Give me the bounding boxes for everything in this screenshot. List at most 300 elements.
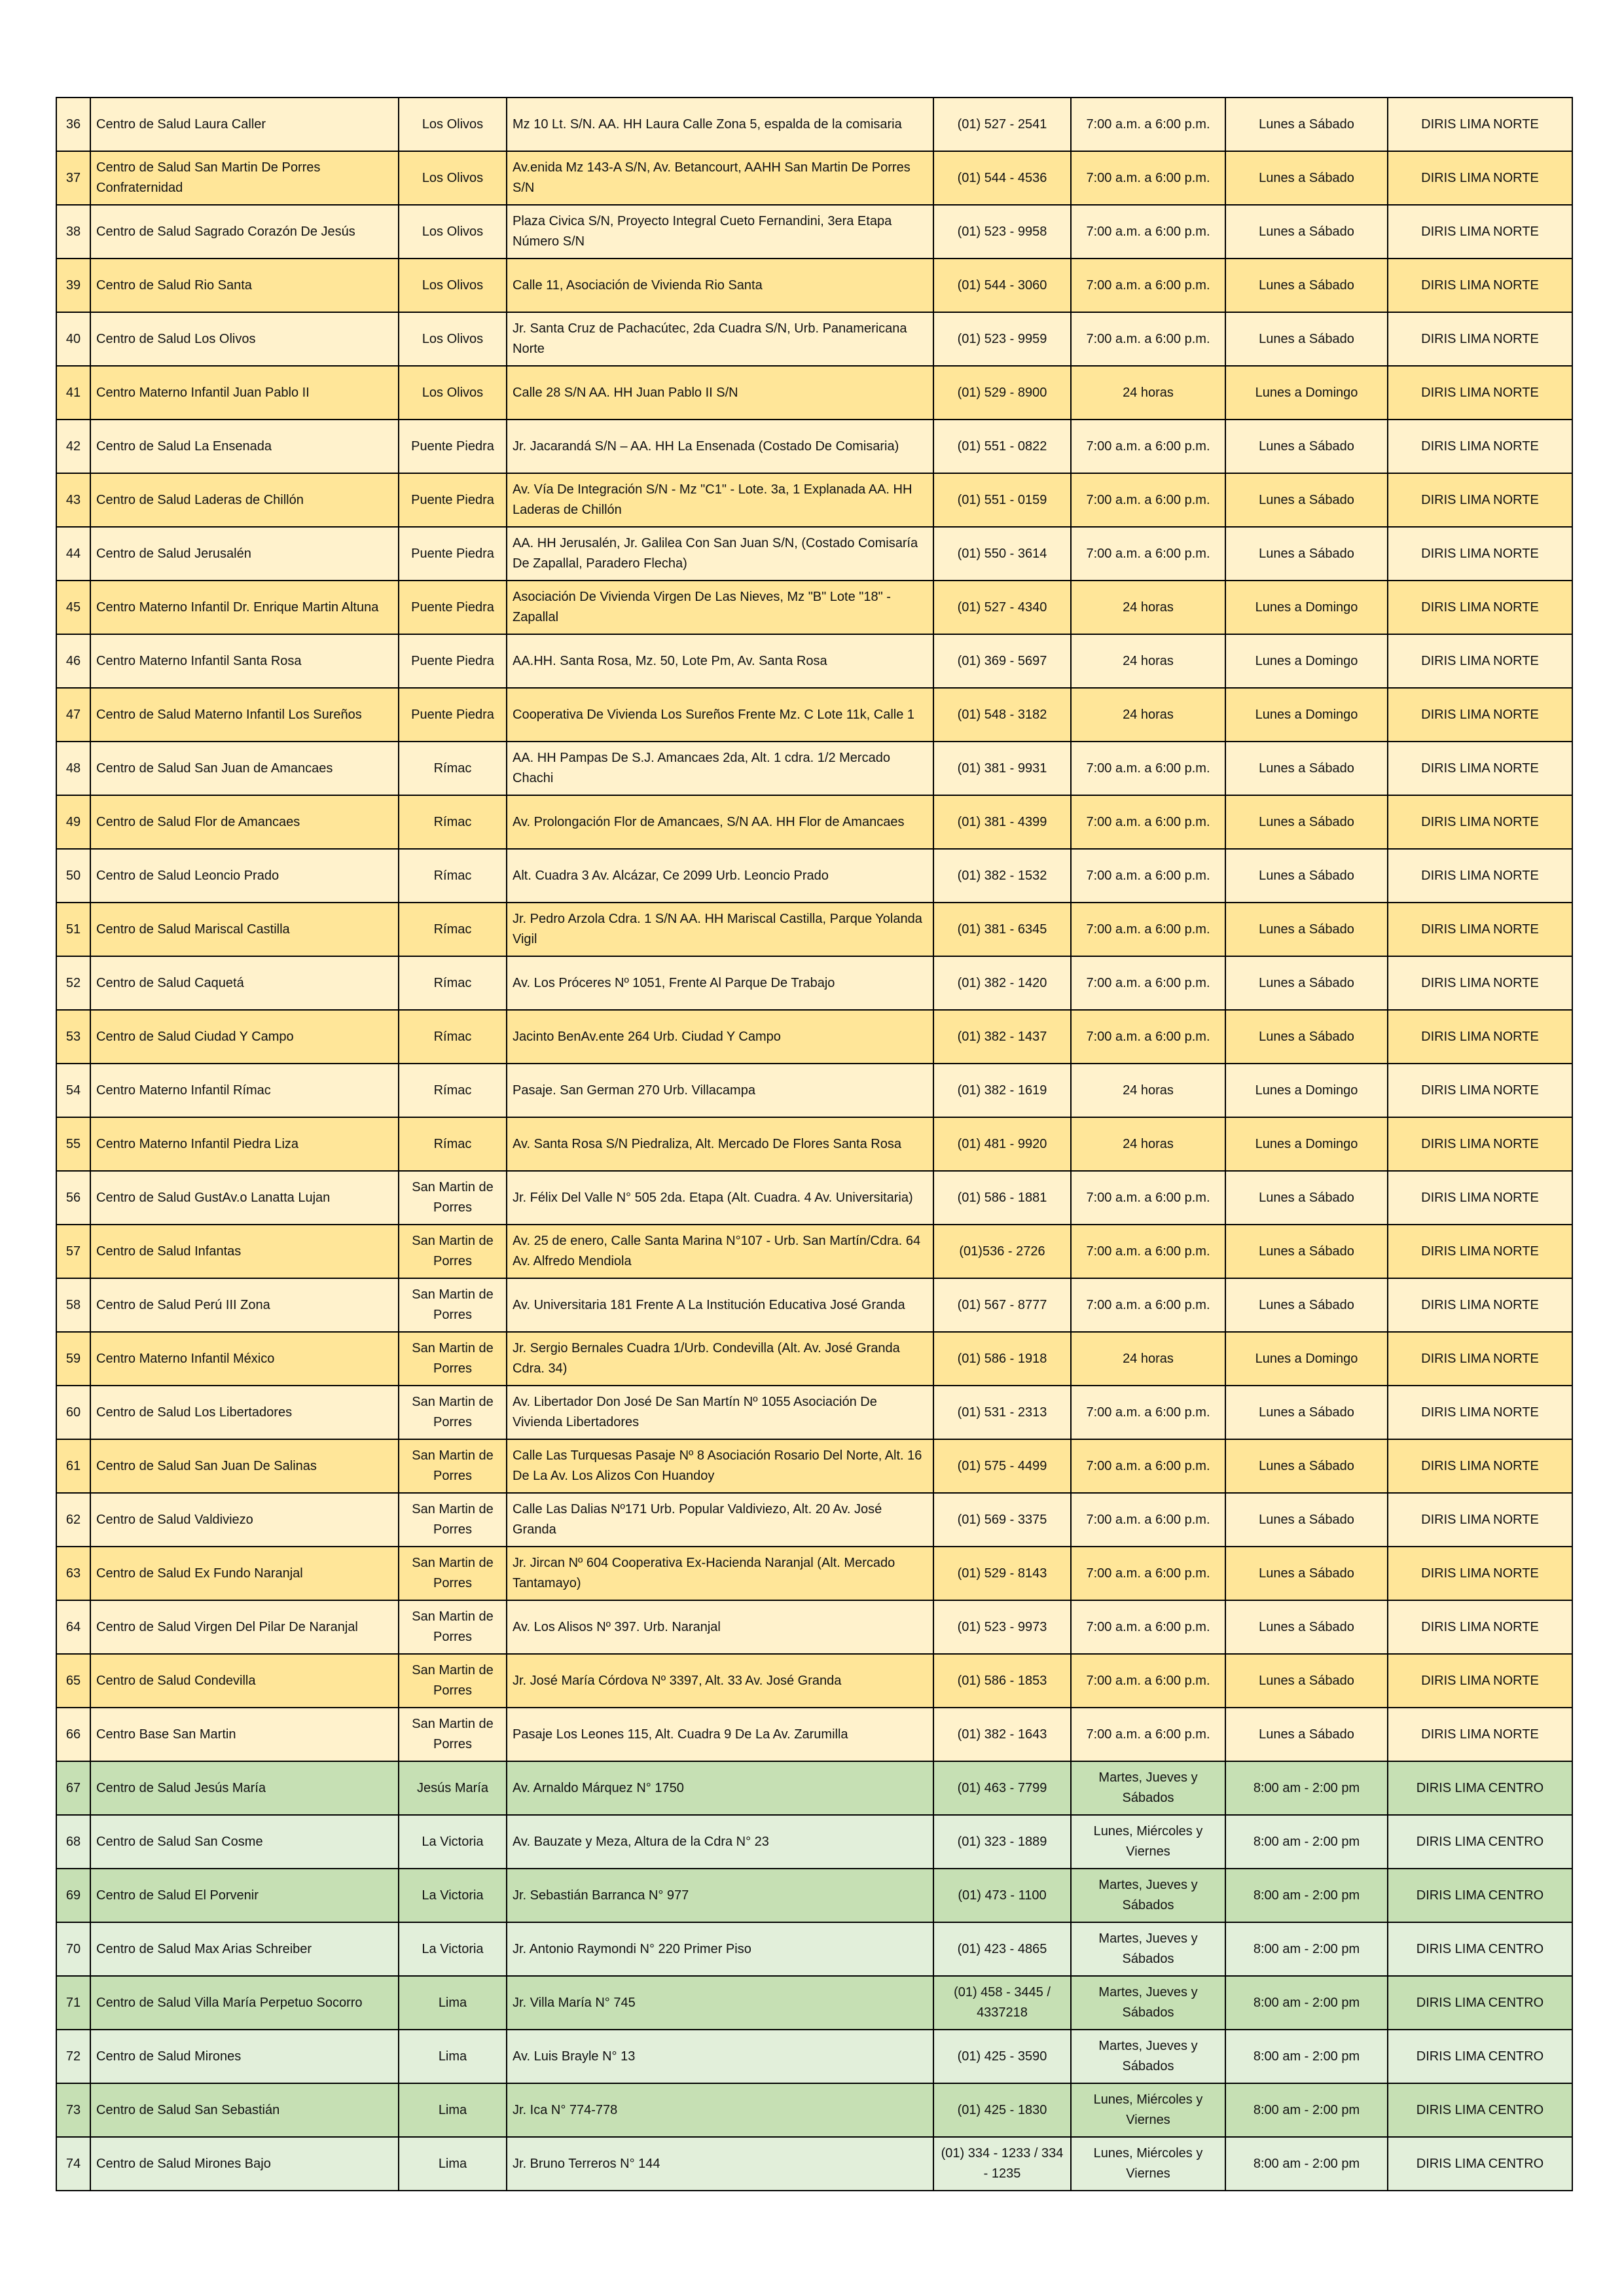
cell-phone: (01) 586 - 1853 — [933, 1654, 1071, 1708]
cell-hours: 24 horas — [1071, 1117, 1225, 1171]
cell-phone: (01) 323 - 1889 — [933, 1815, 1071, 1869]
cell-diris: DIRIS LIMA NORTE — [1388, 205, 1572, 259]
cell-center-name: Centro de Salud Mariscal Castilla — [90, 903, 399, 956]
cell-days: Lunes a Domingo — [1225, 1332, 1388, 1386]
cell-row-number: 61 — [56, 1439, 90, 1493]
cell-diris: DIRIS LIMA NORTE — [1388, 1547, 1572, 1600]
table-row — [56, 366, 1572, 420]
cell-days: Lunes a Sábado — [1225, 1493, 1388, 1547]
cell-district: Rímac — [399, 1064, 507, 1117]
cell-row-number: 53 — [56, 1010, 90, 1064]
cell-diris: DIRIS LIMA NORTE — [1388, 1708, 1572, 1761]
table-row — [56, 1225, 1572, 1278]
cell-diris: DIRIS LIMA NORTE — [1388, 1278, 1572, 1332]
cell-diris: DIRIS LIMA CENTRO — [1388, 1976, 1572, 2030]
cell-center-name: Centro Materno Infantil Dr. Enrique Martin Altuna — [90, 581, 399, 634]
cell-diris: DIRIS LIMA CENTRO — [1388, 2137, 1572, 2191]
cell-phone: (01) 529 - 8900 — [933, 366, 1071, 420]
table-row — [56, 581, 1572, 634]
cell-district: San Martin de Porres — [399, 1654, 507, 1708]
cell-row-number: 43 — [56, 473, 90, 527]
cell-hours: 24 horas — [1071, 634, 1225, 688]
cell-address: Pasaje Los Leones 115, Alt. Cuadra 9 De La Av. Zarumilla — [507, 1708, 933, 1761]
cell-hours: 24 horas — [1071, 1064, 1225, 1117]
cell-hours: 24 horas — [1071, 1332, 1225, 1386]
cell-hours: 7:00 a.m. a 6:00 p.m. — [1071, 420, 1225, 473]
cell-phone: (01) 463 - 7799 — [933, 1761, 1071, 1815]
cell-address: Jr. Ica N° 774-778 — [507, 2083, 933, 2137]
table-row — [56, 903, 1572, 956]
cell-diris: DIRIS LIMA NORTE — [1388, 581, 1572, 634]
cell-row-number: 66 — [56, 1708, 90, 1761]
cell-district: Lima — [399, 2083, 507, 2137]
cell-hours: 24 horas — [1071, 581, 1225, 634]
cell-district: Puente Piedra — [399, 527, 507, 581]
cell-district: San Martin de Porres — [399, 1547, 507, 1600]
cell-address: Jr. Jircan Nº 604 Cooperativa Ex-Hacienda Naranjal (Alt. Mercado Tantamayo) — [507, 1547, 933, 1600]
cell-phone: (01) 458 - 3445 / 4337218 — [933, 1976, 1071, 2030]
table-row — [56, 259, 1572, 312]
cell-center-name: Centro de Salud Mirones Bajo — [90, 2137, 399, 2191]
cell-days: Lunes a Sábado — [1225, 1439, 1388, 1493]
cell-center-name: Centro de Salud Jerusalén — [90, 527, 399, 581]
table-row — [56, 420, 1572, 473]
cell-district: Puente Piedra — [399, 634, 507, 688]
cell-row-number: 62 — [56, 1493, 90, 1547]
cell-row-number: 52 — [56, 956, 90, 1010]
cell-diris: DIRIS LIMA NORTE — [1388, 1439, 1572, 1493]
cell-address: Plaza Civica S/N, Proyecto Integral Cueto Fernandini, 3era Etapa Número S/N — [507, 205, 933, 259]
cell-hours: 7:00 a.m. a 6:00 p.m. — [1071, 1493, 1225, 1547]
cell-center-name: Centro de Salud Los Libertadores — [90, 1386, 399, 1439]
cell-address: Calle 28 S/N AA. HH Juan Pablo II S/N — [507, 366, 933, 420]
cell-phone: (01) 527 - 4340 — [933, 581, 1071, 634]
cell-district: Rímac — [399, 742, 507, 795]
cell-district: San Martin de Porres — [399, 1225, 507, 1278]
table-row — [56, 312, 1572, 366]
cell-center-name: Centro de Salud Ciudad Y Campo — [90, 1010, 399, 1064]
cell-phone: (01) 586 - 1918 — [933, 1332, 1071, 1386]
cell-address: AA. HH Jerusalén, Jr. Galilea Con San Juan S/N, (Costado Comisaría De Zapallal, Paradero Flecha) — [507, 527, 933, 581]
cell-days: Lunes a Sábado — [1225, 312, 1388, 366]
cell-address: Cooperativa De Vivienda Los Sureños Frente Mz. C Lote 11k, Calle 1 — [507, 688, 933, 742]
cell-district: Rímac — [399, 795, 507, 849]
table-row — [56, 1869, 1572, 1922]
cell-phone: (01) 382 - 1619 — [933, 1064, 1071, 1117]
cell-center-name: Centro Materno Infantil México — [90, 1332, 399, 1386]
table-row — [56, 1761, 1572, 1815]
cell-district: Jesús María — [399, 1761, 507, 1815]
cell-diris: DIRIS LIMA NORTE — [1388, 1600, 1572, 1654]
cell-days: Lunes a Sábado — [1225, 527, 1388, 581]
cell-district: Los Olivos — [399, 205, 507, 259]
cell-district: San Martin de Porres — [399, 1493, 507, 1547]
cell-district: Los Olivos — [399, 259, 507, 312]
cell-phone: (01) 523 - 9958 — [933, 205, 1071, 259]
cell-address: Av. Santa Rosa S/N Piedraliza, Alt. Mercado De Flores Santa Rosa — [507, 1117, 933, 1171]
cell-diris: DIRIS LIMA NORTE — [1388, 795, 1572, 849]
cell-row-number: 48 — [56, 742, 90, 795]
table-row — [56, 205, 1572, 259]
cell-days: Lunes a Sábado — [1225, 98, 1388, 151]
cell-district: San Martin de Porres — [399, 1171, 507, 1225]
cell-phone: (01) 382 - 1437 — [933, 1010, 1071, 1064]
cell-hours: 7:00 a.m. a 6:00 p.m. — [1071, 98, 1225, 151]
cell-phone: (01) 334 - 1233 / 334 - 1235 — [933, 2137, 1071, 2191]
cell-address: Av. Los Alisos Nº 397. Urb. Naranjal — [507, 1600, 933, 1654]
table-row — [56, 1386, 1572, 1439]
cell-row-number: 56 — [56, 1171, 90, 1225]
cell-district: San Martin de Porres — [399, 1278, 507, 1332]
table-row — [56, 473, 1572, 527]
cell-row-number: 57 — [56, 1225, 90, 1278]
cell-hours: Lunes, Miércoles y Viernes — [1071, 1815, 1225, 1869]
table-row — [56, 1439, 1572, 1493]
cell-phone: (01) 369 - 5697 — [933, 634, 1071, 688]
cell-phone: (01) 381 - 6345 — [933, 903, 1071, 956]
cell-center-name: Centro de Salud Ex Fundo Naranjal — [90, 1547, 399, 1600]
table-row — [56, 527, 1572, 581]
cell-hours: 7:00 a.m. a 6:00 p.m. — [1071, 742, 1225, 795]
cell-center-name: Centro de Salud San Martin De Porres Confraternidad — [90, 151, 399, 205]
cell-center-name: Centro de Salud Villa María Perpetuo Socorro — [90, 1976, 399, 2030]
cell-row-number: 63 — [56, 1547, 90, 1600]
cell-district: Lima — [399, 2030, 507, 2083]
cell-days: Lunes a Sábado — [1225, 903, 1388, 956]
table-row — [56, 151, 1572, 205]
cell-row-number: 72 — [56, 2030, 90, 2083]
cell-days: Lunes a Sábado — [1225, 151, 1388, 205]
table-body — [56, 98, 1572, 2191]
table-row — [56, 1064, 1572, 1117]
cell-center-name: Centro de Salud Virgen Del Pilar De Naranjal — [90, 1600, 399, 1654]
cell-diris: DIRIS LIMA NORTE — [1388, 312, 1572, 366]
cell-days: Lunes a Domingo — [1225, 688, 1388, 742]
cell-row-number: 46 — [56, 634, 90, 688]
cell-hours: 24 horas — [1071, 366, 1225, 420]
table-row — [56, 634, 1572, 688]
cell-days: Lunes a Domingo — [1225, 581, 1388, 634]
cell-hours: 7:00 a.m. a 6:00 p.m. — [1071, 1600, 1225, 1654]
cell-center-name: Centro de Salud Jesús María — [90, 1761, 399, 1815]
cell-hours: Martes, Jueves y Sábados — [1071, 1869, 1225, 1922]
cell-days: 8:00 am - 2:00 pm — [1225, 2137, 1388, 2191]
cell-days: Lunes a Domingo — [1225, 366, 1388, 420]
cell-days: Lunes a Sábado — [1225, 795, 1388, 849]
cell-days: Lunes a Sábado — [1225, 849, 1388, 903]
cell-diris: DIRIS LIMA NORTE — [1388, 420, 1572, 473]
cell-hours: 7:00 a.m. a 6:00 p.m. — [1071, 1547, 1225, 1600]
cell-phone: (01) 382 - 1420 — [933, 956, 1071, 1010]
cell-hours: 7:00 a.m. a 6:00 p.m. — [1071, 151, 1225, 205]
cell-phone: (01)536 - 2726 — [933, 1225, 1071, 1278]
cell-address: Av. Luis Brayle N° 13 — [507, 2030, 933, 2083]
cell-row-number: 55 — [56, 1117, 90, 1171]
cell-phone: (01) 523 - 9959 — [933, 312, 1071, 366]
cell-hours: 7:00 a.m. a 6:00 p.m. — [1071, 849, 1225, 903]
cell-district: Rímac — [399, 1010, 507, 1064]
cell-row-number: 42 — [56, 420, 90, 473]
cell-days: Lunes a Sábado — [1225, 1010, 1388, 1064]
cell-phone: (01) 381 - 4399 — [933, 795, 1071, 849]
cell-row-number: 64 — [56, 1600, 90, 1654]
cell-diris: DIRIS LIMA CENTRO — [1388, 1922, 1572, 1976]
cell-days: Lunes a Sábado — [1225, 1708, 1388, 1761]
cell-days: 8:00 am - 2:00 pm — [1225, 1976, 1388, 2030]
cell-hours: 7:00 a.m. a 6:00 p.m. — [1071, 1010, 1225, 1064]
cell-diris: DIRIS LIMA NORTE — [1388, 1171, 1572, 1225]
cell-row-number: 47 — [56, 688, 90, 742]
cell-center-name: Centro de Salud Infantas — [90, 1225, 399, 1278]
cell-center-name: Centro Materno Infantil Rímac — [90, 1064, 399, 1117]
cell-days: Lunes a Sábado — [1225, 1547, 1388, 1600]
cell-diris: DIRIS LIMA NORTE — [1388, 98, 1572, 151]
table-row — [56, 795, 1572, 849]
cell-phone: (01) 575 - 4499 — [933, 1439, 1071, 1493]
cell-hours: Lunes, Miércoles y Viernes — [1071, 2137, 1225, 2191]
cell-phone: (01) 381 - 9931 — [933, 742, 1071, 795]
cell-diris: DIRIS LIMA NORTE — [1388, 742, 1572, 795]
table-row — [56, 1708, 1572, 1761]
cell-days: 8:00 am - 2:00 pm — [1225, 1922, 1388, 1976]
cell-address: Alt. Cuadra 3 Av. Alcázar, Ce 2099 Urb. Leoncio Prado — [507, 849, 933, 903]
cell-address: Av. Arnaldo Márquez N° 1750 — [507, 1761, 933, 1815]
cell-address: Calle Las Dalias Nº171 Urb. Popular Valdiviezo, Alt. 20 Av. José Granda — [507, 1493, 933, 1547]
table-row — [56, 1278, 1572, 1332]
cell-hours: 7:00 a.m. a 6:00 p.m. — [1071, 1654, 1225, 1708]
cell-address: Jr. Bruno Terreros N° 144 — [507, 2137, 933, 2191]
cell-district: Los Olivos — [399, 366, 507, 420]
cell-days: 8:00 am - 2:00 pm — [1225, 2030, 1388, 2083]
cell-hours: 7:00 a.m. a 6:00 p.m. — [1071, 1708, 1225, 1761]
cell-diris: DIRIS LIMA NORTE — [1388, 634, 1572, 688]
cell-address: Jr. Antonio Raymondi N° 220 Primer Piso — [507, 1922, 933, 1976]
cell-diris: DIRIS LIMA CENTRO — [1388, 1761, 1572, 1815]
cell-diris: DIRIS LIMA NORTE — [1388, 259, 1572, 312]
cell-phone: (01) 473 - 1100 — [933, 1869, 1071, 1922]
cell-days: Lunes a Sábado — [1225, 473, 1388, 527]
table-row — [56, 1654, 1572, 1708]
cell-phone: (01) 425 - 3590 — [933, 2030, 1071, 2083]
cell-district: Lima — [399, 2137, 507, 2191]
cell-diris: DIRIS LIMA NORTE — [1388, 151, 1572, 205]
cell-address: Av.enida Mz 143-A S/N, Av. Betancourt, AAHH San Martin De Porres S/N — [507, 151, 933, 205]
cell-address: Jr. Villa María N° 745 — [507, 1976, 933, 2030]
table-row — [56, 1493, 1572, 1547]
cell-hours: 7:00 a.m. a 6:00 p.m. — [1071, 1278, 1225, 1332]
cell-center-name: Centro de Salud San Cosme — [90, 1815, 399, 1869]
cell-phone: (01) 544 - 3060 — [933, 259, 1071, 312]
cell-days: 8:00 am - 2:00 pm — [1225, 1869, 1388, 1922]
cell-hours: 7:00 a.m. a 6:00 p.m. — [1071, 527, 1225, 581]
cell-address: Av. Bauzate y Meza, Altura de la Cdra N° 23 — [507, 1815, 933, 1869]
cell-row-number: 69 — [56, 1869, 90, 1922]
cell-center-name: Centro Materno Infantil Juan Pablo II — [90, 366, 399, 420]
cell-district: Puente Piedra — [399, 581, 507, 634]
cell-center-name: Centro de Salud Rio Santa — [90, 259, 399, 312]
cell-phone: (01) 548 - 3182 — [933, 688, 1071, 742]
cell-row-number: 54 — [56, 1064, 90, 1117]
cell-phone: (01) 586 - 1881 — [933, 1171, 1071, 1225]
cell-address: Jr. Sergio Bernales Cuadra 1/Urb. Condevilla (Alt. Av. José Granda Cdra. 34) — [507, 1332, 933, 1386]
table-row — [56, 1117, 1572, 1171]
cell-diris: DIRIS LIMA NORTE — [1388, 1493, 1572, 1547]
cell-diris: DIRIS LIMA CENTRO — [1388, 1869, 1572, 1922]
cell-diris: DIRIS LIMA NORTE — [1388, 473, 1572, 527]
cell-row-number: 71 — [56, 1976, 90, 2030]
cell-row-number: 37 — [56, 151, 90, 205]
cell-diris: DIRIS LIMA CENTRO — [1388, 2083, 1572, 2137]
cell-center-name: Centro de Salud Condevilla — [90, 1654, 399, 1708]
cell-row-number: 58 — [56, 1278, 90, 1332]
cell-row-number: 67 — [56, 1761, 90, 1815]
cell-diris: DIRIS LIMA NORTE — [1388, 1332, 1572, 1386]
cell-address: Calle 11, Asociación de Vivienda Rio Santa — [507, 259, 933, 312]
cell-hours: 7:00 a.m. a 6:00 p.m. — [1071, 1225, 1225, 1278]
cell-district: La Victoria — [399, 1815, 507, 1869]
cell-row-number: 60 — [56, 1386, 90, 1439]
cell-row-number: 50 — [56, 849, 90, 903]
cell-diris: DIRIS LIMA NORTE — [1388, 849, 1572, 903]
cell-center-name: Centro Materno Infantil Piedra Liza — [90, 1117, 399, 1171]
cell-row-number: 38 — [56, 205, 90, 259]
cell-phone: (01) 550 - 3614 — [933, 527, 1071, 581]
cell-hours: 7:00 a.m. a 6:00 p.m. — [1071, 259, 1225, 312]
cell-days: 8:00 am - 2:00 pm — [1225, 1761, 1388, 1815]
cell-diris: DIRIS LIMA NORTE — [1388, 1386, 1572, 1439]
cell-row-number: 74 — [56, 2137, 90, 2191]
cell-diris: DIRIS LIMA NORTE — [1388, 688, 1572, 742]
cell-phone: (01) 551 - 0822 — [933, 420, 1071, 473]
cell-phone: (01) 544 - 4536 — [933, 151, 1071, 205]
cell-center-name: Centro de Salud El Porvenir — [90, 1869, 399, 1922]
cell-hours: 7:00 a.m. a 6:00 p.m. — [1071, 312, 1225, 366]
cell-row-number: 39 — [56, 259, 90, 312]
cell-address: Av. Universitaria 181 Frente A La Institución Educativa José Granda — [507, 1278, 933, 1332]
cell-hours: 7:00 a.m. a 6:00 p.m. — [1071, 473, 1225, 527]
cell-days: Lunes a Sábado — [1225, 742, 1388, 795]
cell-diris: DIRIS LIMA NORTE — [1388, 1064, 1572, 1117]
cell-hours: 7:00 a.m. a 6:00 p.m. — [1071, 1386, 1225, 1439]
cell-phone: (01) 382 - 1532 — [933, 849, 1071, 903]
table-row — [56, 2030, 1572, 2083]
cell-district: La Victoria — [399, 1922, 507, 1976]
cell-district: Los Olivos — [399, 312, 507, 366]
table-row — [56, 2083, 1572, 2137]
health-centers-table — [56, 97, 1573, 2191]
cell-address: Jr. Félix Del Valle N° 505 2da. Etapa (Alt. Cuadra. 4 Av. Universitaria) — [507, 1171, 933, 1225]
cell-days: 8:00 am - 2:00 pm — [1225, 2083, 1388, 2137]
cell-district: Lima — [399, 1976, 507, 2030]
cell-district: San Martin de Porres — [399, 1708, 507, 1761]
cell-address: Av. Los Próceres Nº 1051, Frente Al Parque De Trabajo — [507, 956, 933, 1010]
cell-days: Lunes a Sábado — [1225, 1171, 1388, 1225]
cell-district: Los Olivos — [399, 151, 507, 205]
cell-phone: (01) 523 - 9973 — [933, 1600, 1071, 1654]
cell-days: Lunes a Sábado — [1225, 1386, 1388, 1439]
cell-hours: Lunes, Miércoles y Viernes — [1071, 2083, 1225, 2137]
cell-district: Puente Piedra — [399, 473, 507, 527]
table-row — [56, 1332, 1572, 1386]
cell-diris: DIRIS LIMA NORTE — [1388, 1010, 1572, 1064]
cell-address: Asociación De Vivienda Virgen De Las Nieves, Mz "B" Lote "18" - Zapallal — [507, 581, 933, 634]
cell-center-name: Centro de Salud Materno Infantil Los Sureños — [90, 688, 399, 742]
cell-address: Calle Las Turquesas Pasaje Nº 8 Asociación Rosario Del Norte, Alt. 16 De La Av. Los Alizos Con Huandoy — [507, 1439, 933, 1493]
cell-hours: 7:00 a.m. a 6:00 p.m. — [1071, 795, 1225, 849]
table-row — [56, 2137, 1572, 2191]
cell-hours: Martes, Jueves y Sábados — [1071, 2030, 1225, 2083]
cell-days: Lunes a Domingo — [1225, 1117, 1388, 1171]
cell-row-number: 41 — [56, 366, 90, 420]
cell-days: Lunes a Sábado — [1225, 259, 1388, 312]
cell-row-number: 59 — [56, 1332, 90, 1386]
cell-district: San Martin de Porres — [399, 1332, 507, 1386]
cell-diris: DIRIS LIMA NORTE — [1388, 1654, 1572, 1708]
cell-center-name: Centro de Salud Los Olivos — [90, 312, 399, 366]
cell-center-name: Centro de Salud Flor de Amancaes — [90, 795, 399, 849]
cell-address: Jr. Jacarandá S/N – AA. HH La Ensenada (Costado De Comisaria) — [507, 420, 933, 473]
cell-hours: 7:00 a.m. a 6:00 p.m. — [1071, 956, 1225, 1010]
cell-phone: (01) 423 - 4865 — [933, 1922, 1071, 1976]
cell-phone: (01) 382 - 1643 — [933, 1708, 1071, 1761]
cell-address: AA. HH Pampas De S.J. Amancaes 2da, Alt. 1 cdra. 1/2 Mercado Chachi — [507, 742, 933, 795]
cell-hours: 7:00 a.m. a 6:00 p.m. — [1071, 205, 1225, 259]
cell-hours: 7:00 a.m. a 6:00 p.m. — [1071, 903, 1225, 956]
cell-diris: DIRIS LIMA NORTE — [1388, 903, 1572, 956]
cell-row-number: 68 — [56, 1815, 90, 1869]
cell-days: Lunes a Sábado — [1225, 205, 1388, 259]
cell-center-name: Centro de Salud Laderas de Chillón — [90, 473, 399, 527]
cell-address: Av. Libertador Don José De San Martín Nº 1055 Asociación De Vivienda Libertadores — [507, 1386, 933, 1439]
cell-diris: DIRIS LIMA CENTRO — [1388, 1815, 1572, 1869]
cell-days: Lunes a Sábado — [1225, 1225, 1388, 1278]
cell-district: Rímac — [399, 849, 507, 903]
cell-center-name: Centro de Salud Mirones — [90, 2030, 399, 2083]
cell-district: San Martin de Porres — [399, 1600, 507, 1654]
cell-district: San Martin de Porres — [399, 1439, 507, 1493]
cell-district: Rímac — [399, 956, 507, 1010]
cell-district: Rímac — [399, 1117, 507, 1171]
cell-district: San Martin de Porres — [399, 1386, 507, 1439]
cell-center-name: Centro de Salud Sagrado Corazón De Jesús — [90, 205, 399, 259]
cell-center-name: Centro de Salud Valdiviezo — [90, 1493, 399, 1547]
cell-address: Jr. José María Córdova Nº 3397, Alt. 33 Av. José Granda — [507, 1654, 933, 1708]
cell-hours: 24 horas — [1071, 688, 1225, 742]
cell-row-number: 44 — [56, 527, 90, 581]
cell-row-number: 70 — [56, 1922, 90, 1976]
cell-center-name: Centro de Salud Perú III Zona — [90, 1278, 399, 1332]
table-row — [56, 1976, 1572, 2030]
cell-diris: DIRIS LIMA NORTE — [1388, 956, 1572, 1010]
cell-center-name: Centro de Salud Caquetá — [90, 956, 399, 1010]
cell-hours: Martes, Jueves y Sábados — [1071, 1922, 1225, 1976]
cell-days: Lunes a Domingo — [1225, 1064, 1388, 1117]
cell-phone: (01) 551 - 0159 — [933, 473, 1071, 527]
cell-row-number: 51 — [56, 903, 90, 956]
table-row — [56, 1547, 1572, 1600]
cell-days: 8:00 am - 2:00 pm — [1225, 1815, 1388, 1869]
cell-address: Jr. Sebastián Barranca N° 977 — [507, 1869, 933, 1922]
cell-hours: 7:00 a.m. a 6:00 p.m. — [1071, 1171, 1225, 1225]
cell-diris: DIRIS LIMA NORTE — [1388, 1117, 1572, 1171]
table-row — [56, 1171, 1572, 1225]
cell-diris: DIRIS LIMA CENTRO — [1388, 2030, 1572, 2083]
table-row — [56, 1600, 1572, 1654]
cell-district: Puente Piedra — [399, 688, 507, 742]
cell-phone: (01) 529 - 8143 — [933, 1547, 1071, 1600]
table-row — [56, 1815, 1572, 1869]
cell-district: La Victoria — [399, 1869, 507, 1922]
